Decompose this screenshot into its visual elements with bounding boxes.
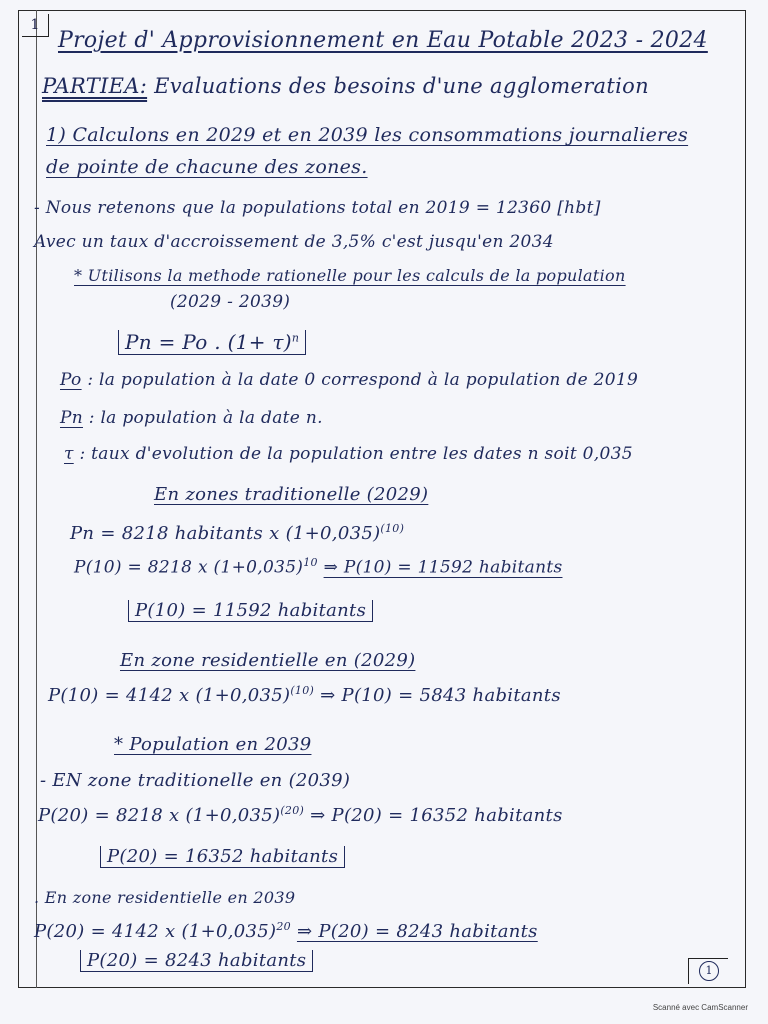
part-a-label: PARTIEA: [42,74,148,98]
margin-line [36,10,37,988]
page-number-box [688,958,728,984]
zone-trad-2039-calc-exp: (20) [280,804,305,817]
definition-pn [60,408,323,428]
definition-tau-symbol: τ [64,444,74,464]
zone-res-2039-calc [34,920,538,942]
population-2039-heading: * Population en 2039 [114,734,312,755]
zone-trad-2029-heading: En zones traditionelle (2029) [154,484,429,505]
page-number: 1 [699,961,719,981]
zone-res-2039-heading: . En zone residentielle en 2039 [34,888,296,907]
zone-trad-2039-result: P(20) = 16352 habitants [100,846,345,868]
zone-res-2039-calc-b: ⇒ P(20) = 8243 habitants [296,921,538,942]
zone-trad-2029-calc-1-exp: (10) [380,522,405,535]
part-a-text: Evaluations des besoins d'une agglomeration [154,74,649,98]
zone-trad-2029-calc-1-text: Pn = 8218 habitants x (1+0,035) [70,523,381,544]
zone-trad-2039-heading: - EN zone traditionelle en (2039) [40,770,351,791]
zone-trad-2029-calc-2 [74,556,562,578]
formula-lhs: Pn = Po . (1+ τ) [125,330,292,354]
zone-trad-2039-calc [38,804,563,826]
scanner-watermark: Scanné avec CamScanner [652,1003,748,1012]
definition-tau [64,444,633,464]
zone-trad-2029-result: P(10) = 11592 habitants [128,600,373,622]
zone-res-2029-calc [48,684,561,706]
zone-res-2029-heading: En zone residentielle en (2029) [120,650,416,671]
zone-trad-2039-calc-a: P(20) = 8218 x (1+0,035) [38,805,281,826]
definition-pn-text: : la population à la date n. [88,408,323,428]
intro-line-3: * Utilisons la methode rationelle pour les calculs de la population [74,266,626,285]
zone-trad-2029-calc-2a: P(10) = 8218 x (1+0,035) [74,557,304,578]
document-title: Projet d' Approvisionnement en Eau Potable 2023 - 2024 [58,28,708,53]
definition-tau-text: : taux d'evolution de la population entre les dates n soit 0,035 [79,444,633,464]
definition-po [60,370,638,390]
part-a-heading [42,74,649,98]
zone-res-2039-calc-a: P(20) = 4142 x (1+0,035) [34,921,277,942]
zone-trad-2029-calc-2b: ⇒ P(10) = 11592 habitants [323,557,563,578]
intro-line-2: Avec un taux d'accroissement de 3,5% c'est jusqu'en 2034 [34,232,554,252]
page-marker: 1 [22,14,49,37]
zone-res-2039-result: P(20) = 8243 habitants [80,950,313,972]
question-1-line-b: de pointe de chacune des zones. [46,156,368,178]
zone-trad-2029-calc-1 [70,522,404,544]
zone-res-2029-calc-a: P(10) = 4142 x (1+0,035) [48,685,291,706]
definition-po-text: : la population à la date 0 correspond à la population de 2019 [87,370,639,390]
zone-res-2029-calc-exp: (10) [290,684,315,697]
formula-exponent: n [291,331,300,345]
intro-line-4: (2029 - 2039) [170,292,291,312]
zone-trad-2029-calc-2a-exp: 10 [303,556,318,569]
zone-trad-2039-calc-b: ⇒ P(20) = 16352 habitants [310,805,563,826]
zone-res-2039-calc-exp: 20 [276,920,291,933]
question-1-line-a: 1) Calculons en 2029 et en 2039 les consommations journalieres [46,124,689,146]
zone-res-2029-calc-b: ⇒ P(10) = 5843 habitants [320,685,561,706]
definition-pn-symbol: Pn [60,408,83,428]
definition-po-symbol: Po [60,370,82,390]
intro-line-1: - Nous retenons que la populations total en 2019 = 12360 [hbt] [34,198,601,218]
population-formula [118,330,306,355]
